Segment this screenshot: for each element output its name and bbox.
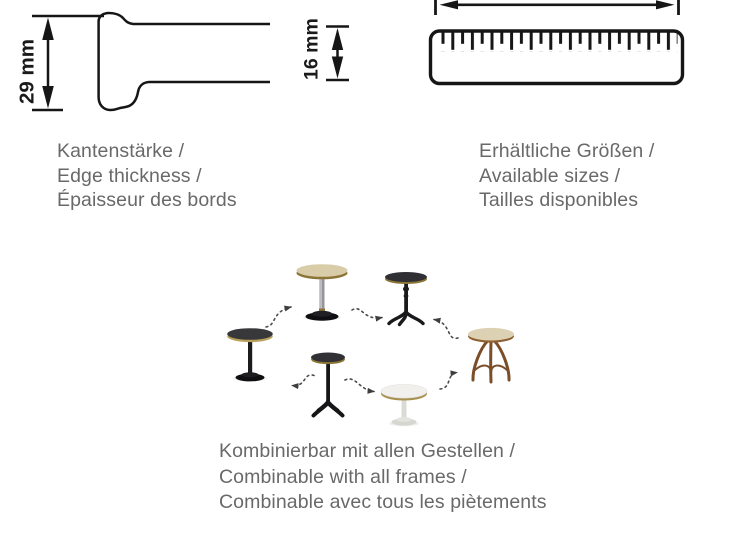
- top-thickness-dimension: [326, 27, 349, 81]
- tripod-legs: [389, 312, 423, 325]
- size-span-arrow: [436, 0, 679, 15]
- table-tall-cross-base: [311, 353, 345, 416]
- cross-leg-back-right: [328, 402, 338, 411]
- tripod-leg-right: [406, 312, 423, 324]
- dimension-arrowhead-up: [42, 18, 54, 41]
- dimension-arrowhead-up: [332, 28, 343, 50]
- table-black-marble-disc-base: [227, 328, 273, 381]
- cycle-arrow-wood-to-bistro: [434, 320, 458, 339]
- table-black-marble-cast-iron-bistro: [385, 272, 427, 325]
- span-arrowhead-left: [440, 0, 459, 9]
- table-base-dome: [397, 417, 412, 422]
- caption-line-en: Available sizes /: [479, 164, 621, 187]
- table-top: [297, 264, 348, 277]
- available-sizes-caption: [479, 139, 654, 213]
- bentwood-stretcher-right: [491, 366, 507, 372]
- top-dimension-label: 16 mm: [300, 18, 323, 80]
- table-top: [381, 385, 427, 399]
- ruler-icon: [431, 31, 683, 84]
- caption-line-fr: Tailles disponibles: [479, 189, 639, 211]
- edge-dimension-label: 29 mm: [15, 39, 39, 104]
- cycle-arrow-left-to-topcenter: [266, 307, 291, 327]
- caption-line-en: Combinable with all frames /: [219, 465, 467, 488]
- table-white-pedestal: [381, 385, 427, 427]
- caption-line-fr: Épaisseur des bords: [57, 189, 237, 211]
- table-column: [320, 277, 325, 313]
- table-base-dome: [312, 311, 332, 317]
- bentwood-leg-right: [494, 341, 509, 381]
- table-top: [311, 353, 345, 363]
- table-column: [248, 341, 252, 375]
- table-cycle-arrows: [266, 307, 458, 392]
- combinable-frames-caption: [219, 439, 547, 516]
- table-column: [402, 400, 407, 419]
- table-cream-marble-chrome-column: [297, 264, 348, 321]
- edge-profile-diagram: [32, 13, 270, 110]
- cycle-arrow-white-to-wood: [440, 373, 457, 390]
- column-knob-lower: [404, 294, 409, 298]
- span-arrowhead-right: [656, 0, 675, 9]
- table-top: [385, 272, 427, 282]
- cycle-arrow-tall-to-white: [345, 379, 374, 392]
- dimension-arrowhead-down: [42, 86, 54, 109]
- dimension-arrowhead-down: [332, 57, 343, 79]
- table-top: [227, 328, 273, 340]
- caption-line-de: Erhältliche Größen /: [479, 140, 655, 162]
- table-top: [468, 328, 514, 341]
- edge-profile-outline: [99, 13, 270, 110]
- cross-base-legs: [314, 402, 343, 416]
- bentwood-stretcher-left: [475, 366, 491, 372]
- caption-line-de: Kantenstärke /: [57, 140, 185, 162]
- table-cream-marble-bentwood: [468, 328, 514, 382]
- bentwood-leg-left: [473, 341, 488, 381]
- table-column-highlight: [320, 277, 322, 313]
- caption-line-fr: Combinable avec tous les piètements: [219, 491, 547, 513]
- table-column: [326, 363, 330, 405]
- cycle-arrow-tall-to-left: [292, 375, 314, 386]
- bentwood-legs: [473, 341, 509, 383]
- ruler-tick-marks: [442, 32, 678, 51]
- table-base-dome: [242, 372, 259, 377]
- column-knob-upper: [403, 286, 409, 291]
- edge-thickness-caption: [57, 139, 237, 213]
- caption-line-en: Edge thickness /: [57, 164, 202, 187]
- caption-line-de: Kombinierbar mit allen Gestellen /: [219, 440, 516, 462]
- cycle-arrow-topcenter-to-bistro: [352, 309, 382, 318]
